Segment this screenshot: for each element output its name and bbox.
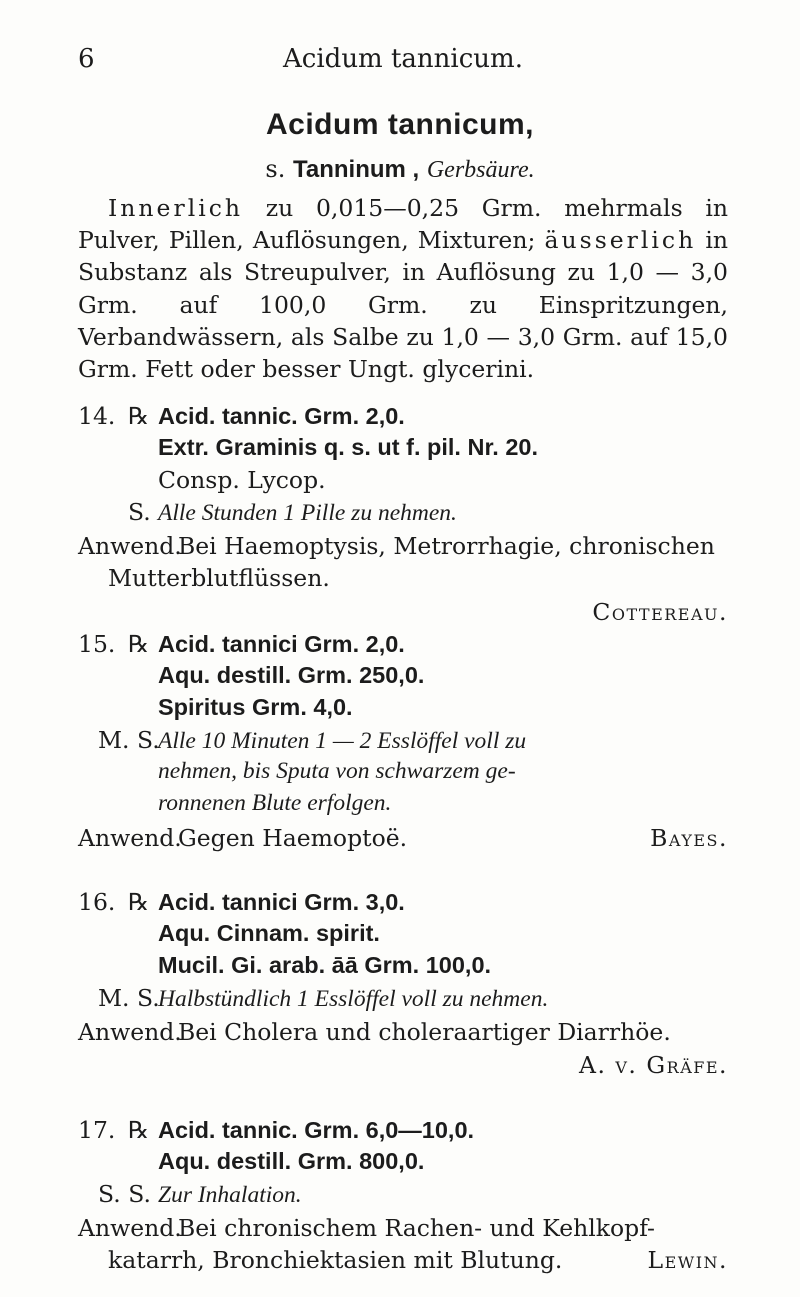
usage-text: Bei chronischem Rachen- und Kehlkopf- — [178, 1214, 655, 1242]
german-name: Gerbsäure. — [426, 157, 535, 183]
usage-line — [78, 1018, 671, 1046]
recipe-number: 14. — [78, 402, 116, 430]
recipe-symbol: ℞ — [128, 1116, 150, 1144]
ingredient: Acid. tannic. Grm. 6,0—10,0. — [158, 1117, 475, 1143]
author: Lewin. — [647, 1246, 728, 1274]
sig-prefix: S. — [128, 498, 151, 526]
consp-line: Consp. Lycop. — [158, 466, 326, 494]
signature-line — [78, 726, 526, 755]
intro-keyword-internal: Innerlich — [108, 194, 244, 222]
signature-line — [128, 498, 457, 527]
usage-line — [78, 532, 715, 560]
recipe-17 — [78, 1116, 728, 1286]
usage-text: Gegen Haemoptoë. — [178, 824, 408, 852]
synonym: Tanninum , — [292, 156, 420, 183]
ingredient: Acid. tannici Grm. 3,0. — [158, 889, 405, 915]
ingredient: Acid. tannici Grm. 2,0. — [158, 631, 405, 657]
sig-prefix: M. S. — [98, 984, 160, 1012]
recipe-symbol: ℞ — [128, 888, 150, 916]
author: Cottereau. — [592, 598, 728, 626]
ingredient: Extr. Graminis q. s. ut f. pil. Nr. 20. — [158, 434, 539, 460]
sig-text: nehmen, bis Sputa von schwarzem ge- — [158, 758, 516, 784]
usage-label: Anwend. — [78, 532, 182, 560]
entry-subtitle — [0, 155, 800, 184]
ingredient: Mucil. Gi. arab. āā Grm. 100,0. — [158, 952, 492, 978]
usage-text: Bei Haemoptysis, Metrorrhagie, chronischen — [178, 532, 715, 560]
usage-line — [78, 1214, 655, 1242]
usage-line — [78, 824, 407, 852]
page-number: 6 — [78, 44, 95, 74]
intro-paragraph — [78, 192, 728, 385]
sig-prefix: M. S. — [98, 726, 160, 754]
author: Bayes. — [650, 824, 728, 852]
usage-text: katarrh, Bronchiektasien mit Blutung. — [108, 1246, 563, 1274]
ingredient: Spiritus Grm. 4,0. — [158, 694, 353, 720]
sig-text: Alle Stunden 1 Pille zu nehmen. — [158, 500, 457, 526]
author: A. v. Gräfe. — [578, 1051, 728, 1079]
recipe-line — [78, 402, 405, 430]
recipe-number: 16. — [78, 888, 116, 916]
running-title: Acidum tannicum. — [283, 44, 523, 74]
subtitle-prefix: s. — [265, 155, 286, 183]
recipe-number: 15. — [78, 630, 116, 658]
sig-text: Alle 10 Minuten 1 — 2 Esslöffel voll zu — [158, 728, 527, 754]
signature-line — [78, 1180, 302, 1209]
recipe-line — [78, 1116, 474, 1144]
ingredient: Aqu. destill. Grm. 800,0. — [158, 1148, 425, 1174]
sig-text: ronnenen Blute erfolgen. — [158, 790, 392, 816]
usage-label: Anwend. — [78, 1214, 182, 1242]
recipe-line — [78, 888, 405, 916]
usage-text: Mutterblutflüssen. — [108, 564, 330, 592]
recipe-line — [78, 630, 405, 658]
usage-text: Bei Cholera und choleraartiger Diarrhöe. — [178, 1018, 671, 1046]
recipe-symbol: ℞ — [128, 402, 150, 430]
intro-text-2: in Substanz als Streupulver, in Auflösung zu 1,0 — 3,0 Grm. auf 100,0 Grm. zu Einspritzungen, Verbandwässern, als Salbe zu 1,0 — 3,0 Grm. auf 15,0 Grm. Fett oder besser Ungt. glycerini. — [78, 226, 728, 384]
ingredient: Aqu. destill. Grm. 250,0. — [158, 662, 425, 688]
sig-prefix: S. S. — [98, 1180, 151, 1208]
recipe-16 — [78, 888, 728, 1128]
intro-text-1: zu 0,015—0,25 Grm. mehrmals in Pulver, Pillen, Auflösungen, Mixturen; — [78, 194, 728, 255]
running-head — [78, 44, 728, 84]
sig-text: Zur Inhalation. — [158, 1182, 302, 1208]
recipe-number: 17. — [78, 1116, 116, 1144]
sig-text: Halbstündlich 1 Esslöffel voll zu nehmen. — [158, 986, 549, 1012]
intro-keyword-external: äusserlich — [544, 226, 697, 255]
usage-label: Anwend. — [78, 1018, 182, 1046]
signature-line — [78, 984, 548, 1013]
entry-title: Acidum tannicum, — [265, 108, 535, 141]
ingredient: Aqu. Cinnam. spirit. — [158, 920, 380, 946]
usage-label: Anwend. — [78, 824, 182, 852]
recipe-symbol: ℞ — [128, 630, 150, 658]
ingredient: Acid. tannic. Grm. 2,0. — [158, 403, 405, 429]
recipe-15 — [78, 630, 728, 930]
